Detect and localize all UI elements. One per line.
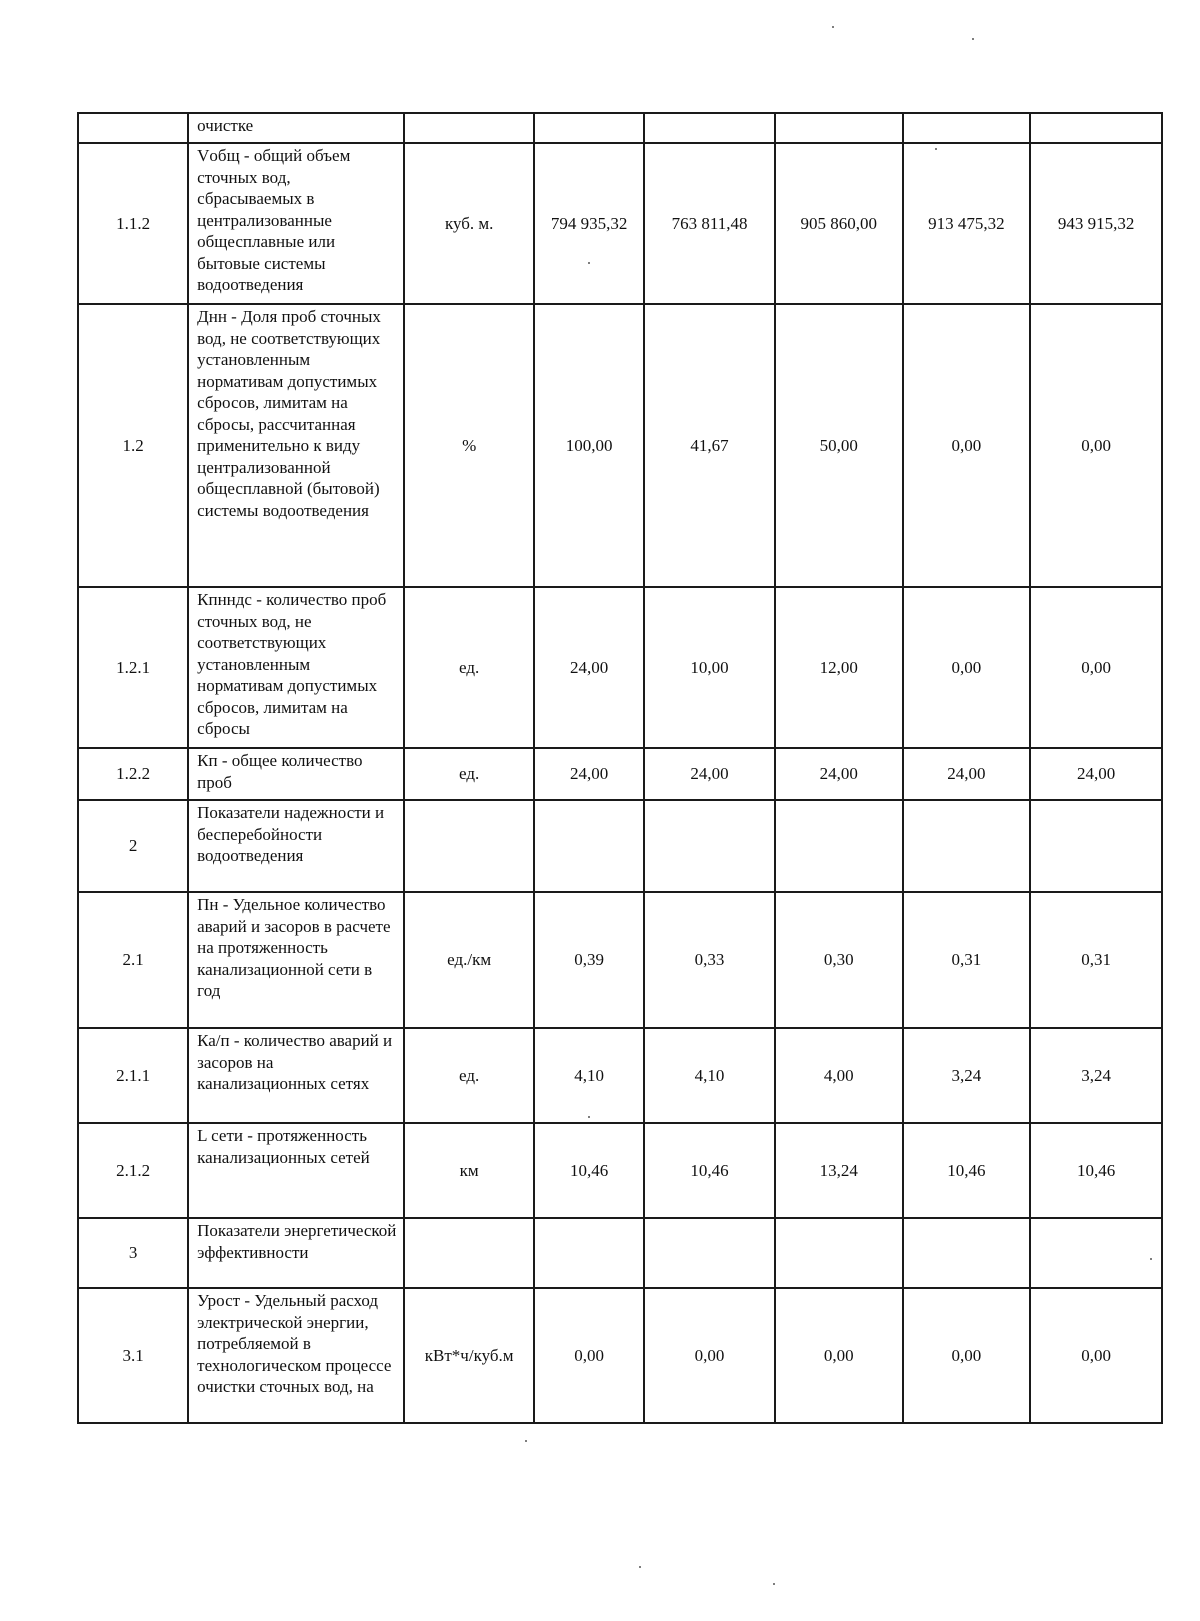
table-row — [78, 1288, 1162, 1423]
table-body — [78, 113, 1162, 1423]
table-row — [78, 800, 1162, 892]
value-cell: 794 935,32 — [534, 143, 644, 304]
table-row — [78, 1218, 1162, 1288]
value-cell — [903, 113, 1031, 143]
scan-speck — [525, 1440, 527, 1442]
value-cell: 4,10 — [534, 1028, 644, 1123]
value-cell: 50,00 — [775, 304, 903, 587]
table-row — [78, 748, 1162, 800]
value-cell: 10,00 — [644, 587, 775, 748]
value-cell: 24,00 — [534, 587, 644, 748]
value-cell — [1030, 800, 1162, 892]
unit-cell: ед. — [404, 1028, 534, 1123]
value-cell — [1030, 1218, 1162, 1288]
value-cell — [644, 800, 775, 892]
unit-cell: км — [404, 1123, 534, 1218]
value-cell — [903, 800, 1031, 892]
indicator-description: Показатели надежности и бесперебойности водоотведения — [188, 800, 404, 892]
value-cell: 0,00 — [1030, 1288, 1162, 1423]
value-cell: 10,46 — [1030, 1123, 1162, 1218]
indicator-description: Днн - Доля проб сточных вод, не соответствующих установленным нормативам допустимых сбросов, лимитам на сбросы, рассчитанная применительно к виду централизованной общесплавной (бытовой) системы водоотведения — [188, 304, 404, 587]
value-cell: 24,00 — [644, 748, 775, 800]
value-cell: 913 475,32 — [903, 143, 1031, 304]
value-cell: 3,24 — [1030, 1028, 1162, 1123]
value-cell — [534, 800, 644, 892]
value-cell: 0,31 — [1030, 892, 1162, 1028]
unit-cell: ед. — [404, 587, 534, 748]
value-cell: 41,67 — [644, 304, 775, 587]
unit-cell — [404, 113, 534, 143]
indicator-description: Vобщ - общий объем сточных вод, сбрасываемых в централизованные общесплавные или бытовые системы водоотведения — [188, 143, 404, 304]
scan-speck — [832, 26, 834, 28]
unit-cell: ед. — [404, 748, 534, 800]
value-cell — [534, 1218, 644, 1288]
value-cell: 763 811,48 — [644, 143, 775, 304]
indicator-description: Урост - Удельный расход электрической энергии, потребляемой в технологическом процессе очистки сточных вод, на — [188, 1288, 404, 1423]
table-row — [78, 304, 1162, 587]
value-cell: 3,24 — [903, 1028, 1031, 1123]
value-cell: 24,00 — [534, 748, 644, 800]
row-number: 2.1.2 — [78, 1123, 188, 1218]
indicator-description: Кпнндс - количество проб сточных вод, не соответствующих установленным нормативам допустимых сбросов, лимитам на сбросы — [188, 587, 404, 748]
value-cell — [1030, 113, 1162, 143]
value-cell: 24,00 — [903, 748, 1031, 800]
value-cell — [903, 1218, 1031, 1288]
value-cell: 905 860,00 — [775, 143, 903, 304]
indicator-description: Показатели энергетической эффективности — [188, 1218, 404, 1288]
value-cell: 0,33 — [644, 892, 775, 1028]
row-number: 1.2.1 — [78, 587, 188, 748]
value-cell: 943 915,32 — [1030, 143, 1162, 304]
value-cell: 0,00 — [903, 304, 1031, 587]
value-cell: 0,00 — [1030, 304, 1162, 587]
row-number: 2.1 — [78, 892, 188, 1028]
table-row — [78, 892, 1162, 1028]
value-cell: 0,00 — [903, 1288, 1031, 1423]
value-cell — [644, 1218, 775, 1288]
row-number: 1.2 — [78, 304, 188, 587]
value-cell: 4,10 — [644, 1028, 775, 1123]
indicator-description: L сети - протяженность канализационных сетей — [188, 1123, 404, 1218]
table-row — [78, 1028, 1162, 1123]
scan-speck — [935, 148, 937, 150]
scan-speck — [588, 262, 590, 264]
value-cell: 0,30 — [775, 892, 903, 1028]
value-cell: 13,24 — [775, 1123, 903, 1218]
indicator-description: очистке — [188, 113, 404, 143]
row-number: 3.1 — [78, 1288, 188, 1423]
value-cell: 0,00 — [534, 1288, 644, 1423]
row-number — [78, 113, 188, 143]
unit-cell — [404, 1218, 534, 1288]
value-cell: 10,46 — [534, 1123, 644, 1218]
value-cell: 100,00 — [534, 304, 644, 587]
table-row — [78, 587, 1162, 748]
unit-cell — [404, 800, 534, 892]
scan-speck — [972, 38, 974, 40]
value-cell: 4,00 — [775, 1028, 903, 1123]
unit-cell: куб. м. — [404, 143, 534, 304]
value-cell: 0,00 — [1030, 587, 1162, 748]
unit-cell: кВт*ч/куб.м — [404, 1288, 534, 1423]
unit-cell: % — [404, 304, 534, 587]
scan-speck — [588, 1116, 590, 1118]
value-cell — [644, 113, 775, 143]
value-cell: 10,46 — [644, 1123, 775, 1218]
indicators-table — [77, 112, 1163, 1424]
scan-speck — [639, 1566, 641, 1568]
value-cell: 12,00 — [775, 587, 903, 748]
indicator-description: Ка/п - количество аварий и засоров на канализационных сетях — [188, 1028, 404, 1123]
indicator-description: Кп - общее количество проб — [188, 748, 404, 800]
value-cell: 0,31 — [903, 892, 1031, 1028]
unit-cell: ед./км — [404, 892, 534, 1028]
value-cell — [534, 113, 644, 143]
scan-speck — [773, 1583, 775, 1585]
scan-speck — [1150, 1258, 1152, 1260]
table-row — [78, 113, 1162, 143]
value-cell — [775, 800, 903, 892]
value-cell: 0,39 — [534, 892, 644, 1028]
value-cell — [775, 1218, 903, 1288]
value-cell: 0,00 — [644, 1288, 775, 1423]
value-cell — [775, 113, 903, 143]
row-number: 2.1.1 — [78, 1028, 188, 1123]
value-cell: 24,00 — [775, 748, 903, 800]
indicator-description: Пн - Удельное количество аварий и засоров в расчете на протяженность канализационной сети в год — [188, 892, 404, 1028]
value-cell: 10,46 — [903, 1123, 1031, 1218]
row-number: 1.2.2 — [78, 748, 188, 800]
row-number: 1.1.2 — [78, 143, 188, 304]
value-cell: 24,00 — [1030, 748, 1162, 800]
value-cell: 0,00 — [775, 1288, 903, 1423]
table-row — [78, 143, 1162, 304]
row-number: 3 — [78, 1218, 188, 1288]
row-number: 2 — [78, 800, 188, 892]
value-cell: 0,00 — [903, 587, 1031, 748]
table-row — [78, 1123, 1162, 1218]
